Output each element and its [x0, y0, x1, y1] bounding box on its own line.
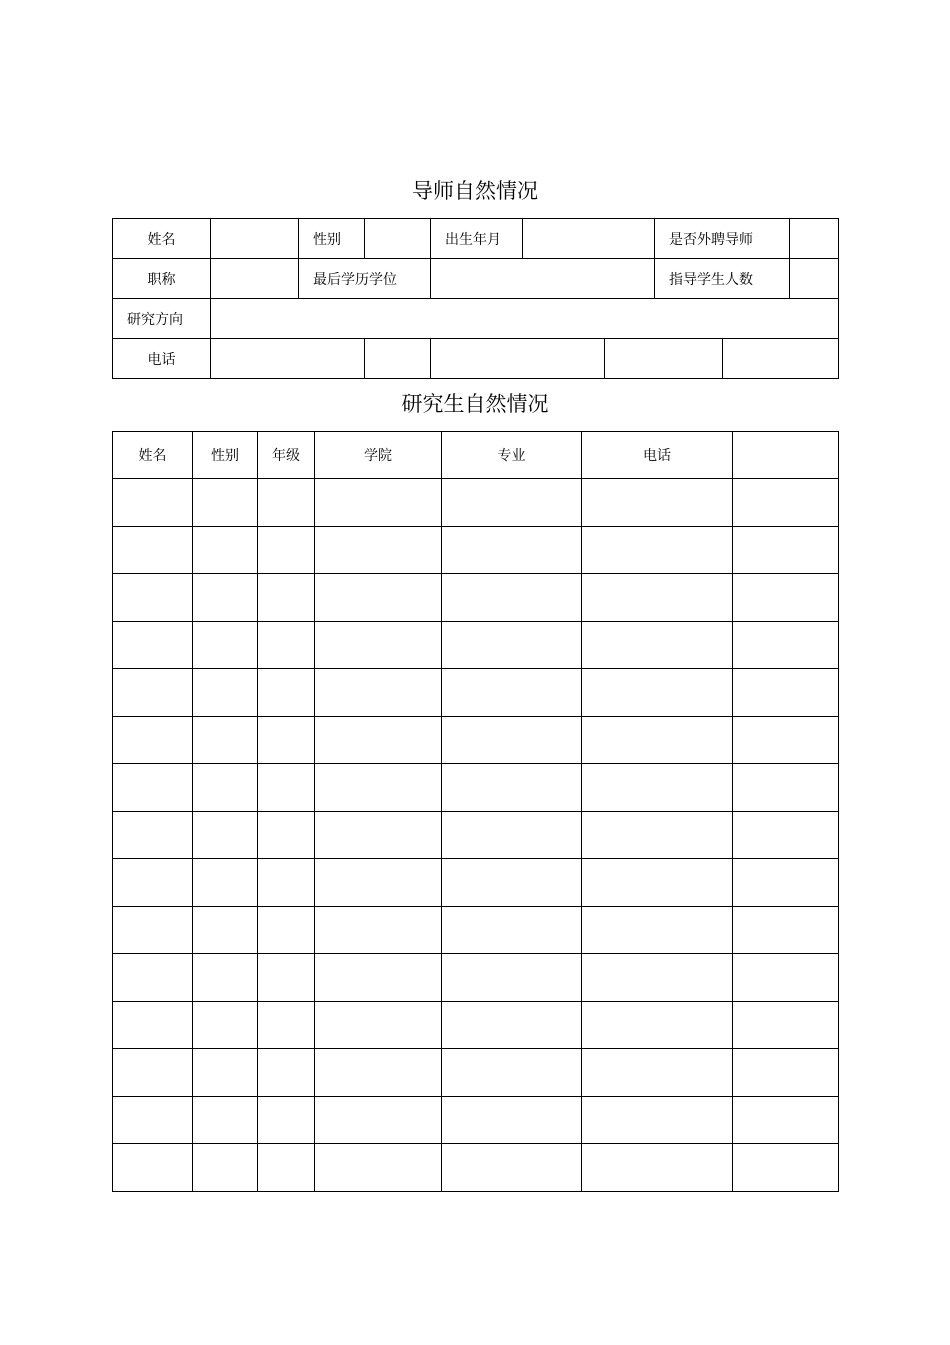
student-cell-grade[interactable]: [258, 811, 315, 859]
student-cell-phone[interactable]: [582, 1001, 733, 1049]
table-row: [113, 811, 839, 859]
student-cell-college[interactable]: [315, 859, 442, 907]
student-cell-grade[interactable]: [258, 716, 315, 764]
table-row: [113, 621, 839, 669]
student-cell-major[interactable]: [442, 621, 582, 669]
student-cell-extra[interactable]: [733, 526, 839, 574]
student-cell-major[interactable]: [442, 811, 582, 859]
student-cell-major[interactable]: [442, 526, 582, 574]
student-cell-extra[interactable]: [733, 1096, 839, 1144]
student-cell-name[interactable]: [113, 1144, 193, 1192]
student-cell-phone[interactable]: [582, 954, 733, 1002]
advisor-phone-field-5[interactable]: [723, 339, 839, 379]
advisor-research-label: 研究方向: [113, 299, 211, 339]
student-cell-college[interactable]: [315, 1144, 442, 1192]
advisor-degree-field[interactable]: [431, 259, 655, 299]
table-row: [113, 526, 839, 574]
student-cell-college[interactable]: [315, 479, 442, 527]
student-cell-gender[interactable]: [193, 1001, 258, 1049]
advisor-phone-field-3[interactable]: [431, 339, 605, 379]
student-cell-grade[interactable]: [258, 906, 315, 954]
student-cell-grade[interactable]: [258, 479, 315, 527]
student-cell-extra[interactable]: [733, 954, 839, 1002]
advisor-info-table: [112, 218, 839, 379]
student-cell-phone[interactable]: [582, 811, 733, 859]
student-cell-college[interactable]: [315, 906, 442, 954]
student-cell-name[interactable]: [113, 716, 193, 764]
table-row: [113, 764, 839, 812]
student-cell-gender[interactable]: [193, 574, 258, 622]
student-cell-college[interactable]: [315, 716, 442, 764]
student-cell-extra[interactable]: [733, 859, 839, 907]
advisor-students-field[interactable]: [790, 259, 839, 299]
student-cell-name[interactable]: [113, 859, 193, 907]
advisor-birth-label: 出生年月: [431, 219, 523, 259]
student-cell-grade[interactable]: [258, 1001, 315, 1049]
table-row: [113, 669, 839, 717]
student-cell-gender[interactable]: [193, 764, 258, 812]
student-cell-grade[interactable]: [258, 526, 315, 574]
student-cell-gender[interactable]: [193, 811, 258, 859]
advisor-section-title: 导师自然情况: [412, 179, 538, 203]
advisor-birth-field[interactable]: [523, 219, 655, 259]
header-college: 学院: [315, 432, 442, 479]
student-cell-college[interactable]: [315, 1001, 442, 1049]
student-cell-grade[interactable]: [258, 954, 315, 1002]
student-cell-extra[interactable]: [733, 1049, 839, 1097]
student-cell-phone[interactable]: [582, 716, 733, 764]
student-section-title: 研究生自然情况: [401, 392, 549, 416]
advisor-phone-label: 电话: [113, 339, 211, 379]
student-cell-college[interactable]: [315, 1049, 442, 1097]
student-cell-major[interactable]: [442, 906, 582, 954]
student-cell-name[interactable]: [113, 1001, 193, 1049]
student-cell-phone[interactable]: [582, 574, 733, 622]
student-cell-college[interactable]: [315, 669, 442, 717]
student-cell-college[interactable]: [315, 764, 442, 812]
table-row: [113, 954, 839, 1002]
student-cell-name[interactable]: [113, 669, 193, 717]
student-cell-name[interactable]: [113, 574, 193, 622]
student-cell-extra[interactable]: [733, 669, 839, 717]
student-cell-college[interactable]: [315, 1096, 442, 1144]
student-table-header: [113, 432, 839, 479]
student-cell-phone[interactable]: [582, 479, 733, 527]
advisor-students-label: 指导学生人数: [655, 259, 790, 299]
table-row: [113, 1001, 839, 1049]
student-cell-extra[interactable]: [733, 574, 839, 622]
student-cell-major[interactable]: [442, 574, 582, 622]
student-cell-name[interactable]: [113, 811, 193, 859]
advisor-phone-field-4[interactable]: [605, 339, 723, 379]
table-row: [113, 1049, 839, 1097]
student-cell-gender[interactable]: [193, 716, 258, 764]
student-cell-extra[interactable]: [733, 906, 839, 954]
advisor-rank-label: 职称: [113, 259, 211, 299]
header-name: 姓名: [113, 432, 193, 479]
student-cell-gender[interactable]: [193, 479, 258, 527]
student-cell-extra[interactable]: [733, 1144, 839, 1192]
student-cell-name[interactable]: [113, 954, 193, 1002]
student-cell-major[interactable]: [442, 764, 582, 812]
student-cell-major[interactable]: [442, 1144, 582, 1192]
student-cell-gender[interactable]: [193, 669, 258, 717]
student-info-table: [112, 431, 839, 1192]
table-row: [113, 906, 839, 954]
student-cell-major[interactable]: [442, 859, 582, 907]
advisor-external-label: 是否外聘导师: [655, 219, 790, 259]
student-cell-grade[interactable]: [258, 621, 315, 669]
table-row: [113, 1144, 839, 1192]
header-grade: 年级: [258, 432, 315, 479]
student-cell-college[interactable]: [315, 526, 442, 574]
student-cell-gender[interactable]: [193, 621, 258, 669]
student-cell-phone[interactable]: [582, 669, 733, 717]
student-cell-name[interactable]: [113, 906, 193, 954]
advisor-gender-label: 性别: [299, 219, 365, 259]
student-cell-gender[interactable]: [193, 1144, 258, 1192]
student-cell-college[interactable]: [315, 574, 442, 622]
student-cell-phone[interactable]: [582, 1096, 733, 1144]
student-cell-grade[interactable]: [258, 1049, 315, 1097]
student-cell-name[interactable]: [113, 1096, 193, 1144]
student-cell-major[interactable]: [442, 954, 582, 1002]
student-cell-name[interactable]: [113, 526, 193, 574]
student-cell-name[interactable]: [113, 621, 193, 669]
student-cell-college[interactable]: [315, 811, 442, 859]
student-cell-extra[interactable]: [733, 811, 839, 859]
student-cell-phone[interactable]: [582, 621, 733, 669]
student-cell-major[interactable]: [442, 716, 582, 764]
student-cell-phone[interactable]: [582, 526, 733, 574]
student-cell-phone[interactable]: [582, 906, 733, 954]
table-row: [113, 574, 839, 622]
student-cell-phone[interactable]: [582, 1144, 733, 1192]
table-row: [113, 716, 839, 764]
student-cell-college[interactable]: [315, 621, 442, 669]
student-cell-gender[interactable]: [193, 954, 258, 1002]
student-cell-grade[interactable]: [258, 1144, 315, 1192]
student-cell-grade[interactable]: [258, 859, 315, 907]
student-cell-gender[interactable]: [193, 526, 258, 574]
student-cell-extra[interactable]: [733, 716, 839, 764]
table-row: [113, 859, 839, 907]
student-cell-gender[interactable]: [193, 859, 258, 907]
header-major: 专业: [442, 432, 582, 479]
student-cell-phone[interactable]: [582, 764, 733, 812]
student-cell-major[interactable]: [442, 479, 582, 527]
student-cell-grade[interactable]: [258, 1096, 315, 1144]
student-cell-name[interactable]: [113, 479, 193, 527]
student-cell-name[interactable]: [113, 764, 193, 812]
advisor-research-field[interactable]: [211, 299, 839, 339]
student-cell-major[interactable]: [442, 1096, 582, 1144]
student-cell-extra[interactable]: [733, 764, 839, 812]
header-extra: [733, 432, 839, 479]
advisor-phone-field-2[interactable]: [365, 339, 431, 379]
student-cell-grade[interactable]: [258, 764, 315, 812]
student-cell-gender[interactable]: [193, 906, 258, 954]
student-cell-major[interactable]: [442, 1001, 582, 1049]
student-cell-phone[interactable]: [582, 859, 733, 907]
advisor-degree-label: 最后学历学位: [299, 259, 431, 299]
advisor-name-label: 姓名: [113, 219, 211, 259]
student-cell-grade[interactable]: [258, 669, 315, 717]
student-cell-gender[interactable]: [193, 1049, 258, 1097]
advisor-rank-field[interactable]: [211, 259, 299, 299]
student-cell-major[interactable]: [442, 669, 582, 717]
student-cell-college[interactable]: [315, 954, 442, 1002]
header-phone: 电话: [582, 432, 733, 479]
student-cell-extra[interactable]: [733, 621, 839, 669]
advisor-external-field[interactable]: [790, 219, 839, 259]
advisor-gender-field[interactable]: [365, 219, 431, 259]
table-row: [113, 479, 839, 527]
advisor-name-field[interactable]: [211, 219, 299, 259]
student-cell-major[interactable]: [442, 1049, 582, 1097]
student-cell-extra[interactable]: [733, 479, 839, 527]
student-cell-phone[interactable]: [582, 1049, 733, 1097]
header-gender: 性别: [193, 432, 258, 479]
table-row: [113, 1096, 839, 1144]
student-cell-name[interactable]: [113, 1049, 193, 1097]
student-cell-grade[interactable]: [258, 574, 315, 622]
student-cell-gender[interactable]: [193, 1096, 258, 1144]
advisor-phone-field-1[interactable]: [211, 339, 365, 379]
student-cell-extra[interactable]: [733, 1001, 839, 1049]
